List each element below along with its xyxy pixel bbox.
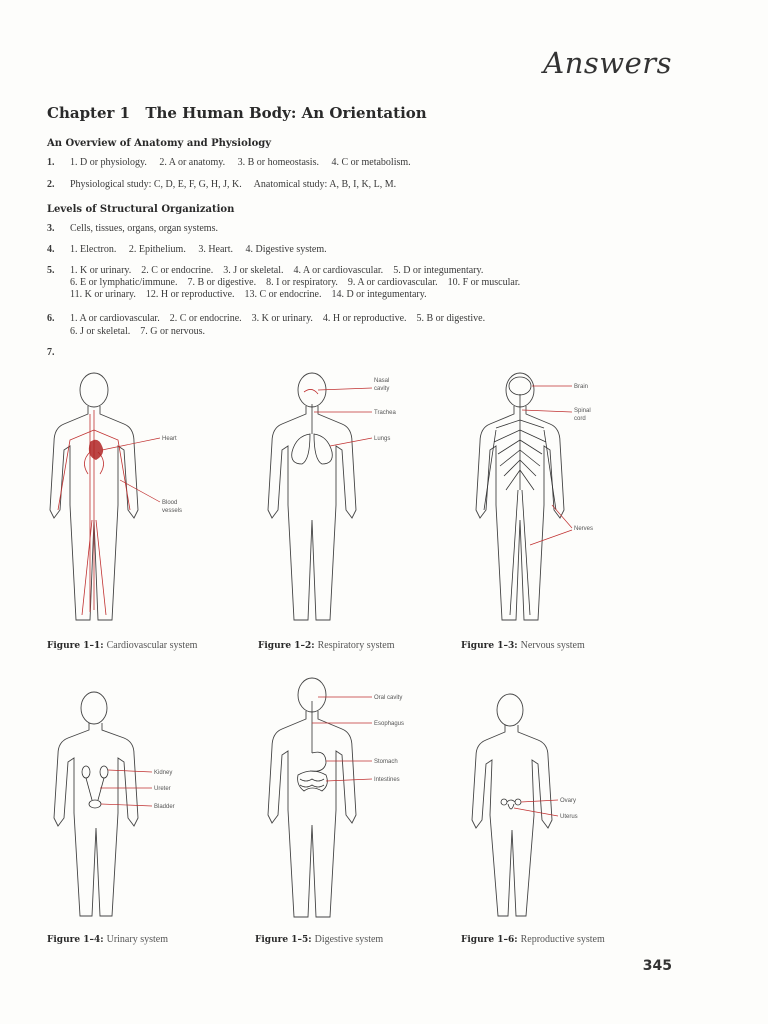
respiratory-illustration — [260, 370, 460, 625]
callout-uterus: Uterus — [560, 814, 578, 820]
caption-figure-1-6: Figure 1–6: Reproductive system — [461, 934, 605, 945]
figure-urinary — [40, 688, 240, 920]
callout-intestines: Intestines — [374, 777, 400, 783]
page-number: 345 — [642, 958, 672, 974]
section-heading-overview: An Overview of Anatomy and Physiology — [47, 138, 272, 149]
callout-blood: Blood — [162, 500, 178, 506]
callout-vessels: vessels — [162, 508, 183, 514]
figure-digestive — [260, 675, 460, 920]
section-heading-levels: Levels of Structural Organization — [47, 204, 235, 215]
chapter-number: Chapter 1 — [47, 104, 131, 122]
callout-brain: Brain — [574, 384, 589, 390]
caption-figure-1-5: Figure 1–5: Digestive system — [255, 934, 384, 945]
page-heading: Answers — [543, 46, 672, 80]
nervous-illustration — [470, 370, 670, 625]
callout-ovary: Ovary — [560, 798, 577, 804]
callout-spinal: Spinal — [574, 408, 591, 414]
callout-cord: cord — [574, 416, 586, 422]
callout-heart: Heart — [162, 436, 177, 442]
caption-figure-1-1: Figure 1–1: Cardiovascular system — [47, 640, 198, 651]
urinary-illustration — [40, 688, 240, 920]
figure-cardiovascular — [40, 370, 240, 625]
callout-lungs: Lungs — [374, 436, 391, 442]
callout-kidney: Kidney — [154, 770, 173, 776]
figure-nervous — [470, 370, 670, 625]
callout-nerves: Nerves — [574, 526, 594, 532]
chapter-title — [47, 104, 427, 122]
callout-ureter: Ureter — [154, 786, 171, 792]
figure-respiratory — [260, 370, 460, 625]
callout-bladder: Bladder — [154, 804, 175, 810]
reproductive-illustration — [470, 690, 670, 920]
callout-trachea: Trachea — [374, 410, 396, 416]
digestive-illustration — [260, 675, 460, 920]
caption-figure-1-2: Figure 1–2: Respiratory system — [258, 640, 395, 651]
callout-esophagus: Esophagus — [374, 721, 405, 727]
callout-nasal: Nasal — [374, 378, 390, 384]
chapter-name: The Human Body: An Orientation — [145, 104, 427, 122]
callout-cavity: cavity — [374, 386, 390, 392]
caption-figure-1-4: Figure 1–4: Urinary system — [47, 934, 168, 945]
cardiovascular-illustration — [40, 370, 240, 625]
figure-reproductive — [470, 690, 670, 920]
caption-figure-1-3: Figure 1–3: Nervous system — [461, 640, 585, 651]
callout-stomach: Stomach — [374, 759, 398, 765]
callout-oral-cavity: Oral cavity — [374, 695, 403, 701]
